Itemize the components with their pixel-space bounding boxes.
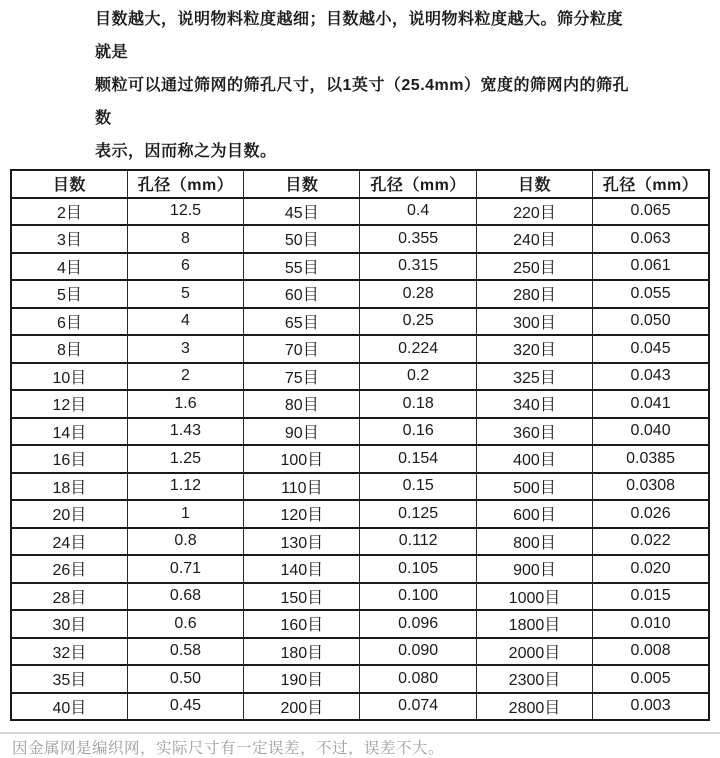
mesh-count-cell: 70目 [244,335,360,363]
mesh-count-cell: 160目 [244,610,360,638]
table-row [11,583,709,611]
aperture-cell: 0.063 [593,225,709,253]
mesh-count-cell: 1000目 [476,583,592,611]
mesh-count-cell: 220目 [476,198,592,226]
mesh-count-cell: 6目 [11,308,127,336]
aperture-cell: 1.12 [127,473,243,501]
aperture-cell: 0.125 [360,500,476,528]
mesh-count-cell: 120目 [244,500,360,528]
aperture-cell: 8 [127,225,243,253]
mesh-count-cell: 35目 [11,665,127,693]
mesh-count-cell: 16目 [11,445,127,473]
mesh-count-cell: 600目 [476,500,592,528]
mesh-count-cell: 55目 [244,253,360,281]
mesh-count-cell: 18目 [11,473,127,501]
mesh-count-cell: 140目 [244,555,360,583]
table-row [11,363,709,391]
table-row [11,528,709,556]
aperture-cell: 0.090 [360,638,476,666]
aperture-cell: 0.0308 [593,473,709,501]
aperture-cell: 0.355 [360,225,476,253]
aperture-cell: 0.28 [360,280,476,308]
aperture-cell: 3 [127,335,243,363]
mesh-count-cell: 26目 [11,555,127,583]
mesh-count-cell: 14目 [11,418,127,446]
mesh-count-cell: 20目 [11,500,127,528]
aperture-cell: 0.003 [593,693,709,721]
aperture-cell: 0.040 [593,418,709,446]
table-row [11,308,709,336]
intro-line-3: 表示，因而称之为目数。 [95,143,277,160]
aperture-cell: 0.112 [360,528,476,556]
aperture-cell: 0.005 [593,665,709,693]
aperture-cell: 0.58 [127,638,243,666]
intro-paragraph [95,3,635,168]
aperture-cell: 2 [127,363,243,391]
aperture-cell: 0.45 [127,693,243,721]
mesh-count-cell: 28目 [11,583,127,611]
mesh-count-cell: 32目 [11,638,127,666]
aperture-cell: 0.045 [593,335,709,363]
intro-line-2: 颗粒可以通过筛网的筛孔尺寸，以1英寸（25.4mm）宽度的筛网内的筛孔数 [95,77,629,127]
table-row [11,445,709,473]
mesh-count-cell: 12目 [11,390,127,418]
table-row [11,280,709,308]
aperture-cell: 0.4 [360,198,476,226]
table-row [11,610,709,638]
mesh-count-cell: 24目 [11,528,127,556]
aperture-cell: 0.6 [127,610,243,638]
table-row [11,390,709,418]
aperture-cell: 1.43 [127,418,243,446]
aperture-cell: 1.25 [127,445,243,473]
mesh-count-cell: 360目 [476,418,592,446]
aperture-cell: 0.055 [593,280,709,308]
mesh-count-cell: 2000目 [476,638,592,666]
aperture-cell: 0.041 [593,390,709,418]
mesh-count-cell: 8目 [11,335,127,363]
mesh-count-cell: 130目 [244,528,360,556]
table-body [11,198,709,721]
mesh-count-cell: 280目 [476,280,592,308]
mesh-count-cell: 110目 [244,473,360,501]
aperture-cell: 0.074 [360,693,476,721]
table-row [11,418,709,446]
mesh-count-cell: 90目 [244,418,360,446]
mesh-count-cell: 45目 [244,198,360,226]
aperture-cell: 6 [127,253,243,281]
table-row [11,693,709,721]
mesh-count-cell: 1800目 [476,610,592,638]
mesh-count-cell: 3目 [11,225,127,253]
mesh-count-cell: 240目 [476,225,592,253]
aperture-cell: 0.224 [360,335,476,363]
aperture-cell: 0.100 [360,583,476,611]
aperture-cell: 0.061 [593,253,709,281]
bottom-divider [0,732,720,734]
aperture-cell: 0.010 [593,610,709,638]
mesh-count-cell: 75目 [244,363,360,391]
column-header: 目数 [11,170,127,198]
aperture-cell: 1 [127,500,243,528]
mesh-count-cell: 340目 [476,390,592,418]
aperture-cell: 0.18 [360,390,476,418]
mesh-count-cell: 50目 [244,225,360,253]
table-row [11,335,709,363]
mesh-count-cell: 325目 [476,363,592,391]
footer-note: 因金属网是编织网，实际尺寸有一定误差，不过，误差不大。 [12,740,445,757]
aperture-cell: 0.080 [360,665,476,693]
mesh-count-cell: 150目 [244,583,360,611]
mesh-count-cell: 100目 [244,445,360,473]
aperture-cell: 0.065 [593,198,709,226]
mesh-count-cell: 10目 [11,363,127,391]
mesh-count-cell: 60目 [244,280,360,308]
aperture-cell: 4 [127,308,243,336]
table-row [11,225,709,253]
mesh-count-cell: 2800目 [476,693,592,721]
mesh-count-cell: 2目 [11,198,127,226]
mesh-count-cell: 180目 [244,638,360,666]
mesh-count-cell: 300目 [476,308,592,336]
aperture-cell: 0.015 [593,583,709,611]
mesh-size-table [10,169,710,721]
aperture-cell: 0.315 [360,253,476,281]
mesh-count-cell: 5目 [11,280,127,308]
table-row [11,638,709,666]
aperture-cell: 0.50 [127,665,243,693]
column-header: 孔径（mm） [127,170,243,198]
mesh-count-cell: 400目 [476,445,592,473]
aperture-cell: 0.0385 [593,445,709,473]
table-row [11,253,709,281]
table-row [11,500,709,528]
mesh-count-cell: 65目 [244,308,360,336]
aperture-cell: 0.026 [593,500,709,528]
column-header: 孔径（mm） [360,170,476,198]
mesh-count-cell: 30目 [11,610,127,638]
aperture-cell: 0.008 [593,638,709,666]
aperture-cell: 0.15 [360,473,476,501]
mesh-count-cell: 80目 [244,390,360,418]
table-row [11,198,709,226]
aperture-cell: 0.043 [593,363,709,391]
mesh-count-cell: 4目 [11,253,127,281]
aperture-cell: 0.16 [360,418,476,446]
column-header: 目数 [476,170,592,198]
mesh-count-cell: 320目 [476,335,592,363]
table-row [11,555,709,583]
column-header: 目数 [244,170,360,198]
aperture-cell: 0.25 [360,308,476,336]
aperture-cell: 0.71 [127,555,243,583]
table-row [11,473,709,501]
mesh-count-cell: 250目 [476,253,592,281]
aperture-cell: 0.105 [360,555,476,583]
column-header: 孔径（mm） [593,170,709,198]
mesh-count-cell: 500目 [476,473,592,501]
mesh-count-cell: 900目 [476,555,592,583]
aperture-cell: 5 [127,280,243,308]
mesh-count-cell: 190目 [244,665,360,693]
mesh-count-cell: 200目 [244,693,360,721]
aperture-cell: 0.022 [593,528,709,556]
aperture-cell: 0.68 [127,583,243,611]
aperture-cell: 0.154 [360,445,476,473]
aperture-cell: 12.5 [127,198,243,226]
aperture-cell: 0.2 [360,363,476,391]
aperture-cell: 0.8 [127,528,243,556]
mesh-count-cell: 800目 [476,528,592,556]
aperture-cell: 0.096 [360,610,476,638]
aperture-cell: 0.050 [593,308,709,336]
mesh-count-cell: 2300目 [476,665,592,693]
aperture-cell: 0.020 [593,555,709,583]
mesh-count-cell: 40目 [11,693,127,721]
table-header-row [11,170,709,198]
intro-line-1: 目数越大，说明物料粒度越细；目数越小，说明物料粒度越大。筛分粒度就是 [95,11,624,61]
aperture-cell: 1.6 [127,390,243,418]
table-row [11,665,709,693]
